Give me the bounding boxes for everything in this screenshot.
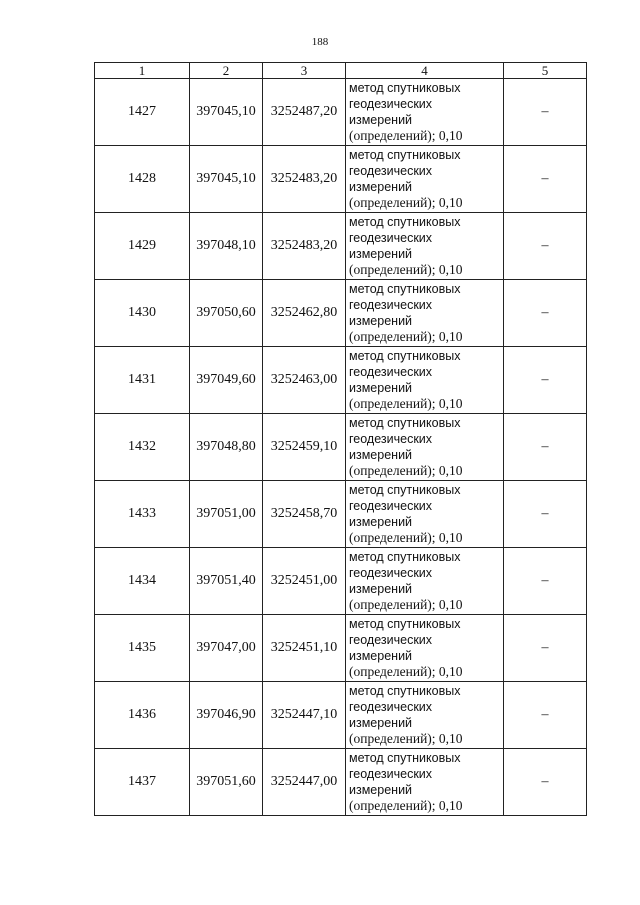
point-number-cell: 1431	[95, 347, 190, 414]
coordinate-y-cell: 3252447,00	[263, 749, 346, 816]
table-row	[95, 79, 587, 146]
accuracy-text: (определений); 0,10	[349, 128, 463, 143]
table-row	[95, 213, 587, 280]
method-text: метод спутниковых геодезических измерений	[349, 416, 461, 462]
method-text: метод спутниковых геодезических измерений	[349, 215, 461, 261]
accuracy-text: (определений); 0,10	[349, 664, 463, 679]
coordinate-y-cell: 3252458,70	[263, 481, 346, 548]
coordinate-x-cell: 397051,00	[190, 481, 263, 548]
method-cell	[346, 548, 504, 615]
accuracy-text: (определений); 0,10	[349, 731, 463, 746]
method-text: метод спутниковых геодезических измерений	[349, 349, 461, 395]
coordinate-y-cell: 3252463,00	[263, 347, 346, 414]
coordinate-y-cell: 3252451,00	[263, 548, 346, 615]
coordinate-x-cell: 397047,00	[190, 615, 263, 682]
accuracy-text: (определений); 0,10	[349, 262, 463, 277]
method-text: метод спутниковых геодезических измерений	[349, 684, 461, 730]
header-col-5: 5	[504, 63, 587, 79]
note-cell: –	[504, 749, 587, 816]
header-col-1: 1	[95, 63, 190, 79]
method-text: метод спутниковых геодезических измерений	[349, 483, 461, 529]
header-col-2: 2	[190, 63, 263, 79]
note-cell: –	[504, 280, 587, 347]
method-cell	[346, 615, 504, 682]
coordinate-x-cell: 397051,60	[190, 749, 263, 816]
table-row	[95, 146, 587, 213]
coordinate-y-cell: 3252447,10	[263, 682, 346, 749]
point-number-cell: 1428	[95, 146, 190, 213]
note-cell: –	[504, 414, 587, 481]
point-number-cell: 1437	[95, 749, 190, 816]
method-cell	[346, 682, 504, 749]
method-cell	[346, 749, 504, 816]
coordinate-x-cell: 397046,90	[190, 682, 263, 749]
method-cell	[346, 414, 504, 481]
accuracy-text: (определений); 0,10	[349, 798, 463, 813]
coordinate-x-cell: 397050,60	[190, 280, 263, 347]
method-text: метод спутниковых геодезических измерений	[349, 751, 461, 797]
method-cell	[346, 79, 504, 146]
point-number-cell: 1429	[95, 213, 190, 280]
coordinate-y-cell: 3252483,20	[263, 213, 346, 280]
header-col-3: 3	[263, 63, 346, 79]
point-number-cell: 1435	[95, 615, 190, 682]
method-cell	[346, 280, 504, 347]
table-row	[95, 682, 587, 749]
accuracy-text: (определений); 0,10	[349, 396, 463, 411]
note-cell: –	[504, 79, 587, 146]
method-text: метод спутниковых геодезических измерений	[349, 550, 461, 596]
table-row	[95, 481, 587, 548]
header-col-4: 4	[346, 63, 504, 79]
point-number-cell: 1436	[95, 682, 190, 749]
coordinate-x-cell: 397045,10	[190, 79, 263, 146]
page-number: 188	[311, 36, 329, 48]
method-text: метод спутниковых геодезических измерений	[349, 81, 461, 127]
note-cell: –	[504, 481, 587, 548]
note-cell: –	[504, 213, 587, 280]
method-cell	[346, 347, 504, 414]
note-cell: –	[504, 146, 587, 213]
coordinates-table	[94, 62, 587, 816]
accuracy-text: (определений); 0,10	[349, 597, 463, 612]
coordinate-x-cell: 397048,80	[190, 414, 263, 481]
method-text: метод спутниковых геодезических измерений	[349, 617, 461, 663]
note-cell: –	[504, 682, 587, 749]
accuracy-text: (определений); 0,10	[349, 329, 463, 344]
coordinate-y-cell: 3252451,10	[263, 615, 346, 682]
header-row	[95, 63, 587, 79]
method-cell	[346, 146, 504, 213]
table-row	[95, 280, 587, 347]
table-row	[95, 414, 587, 481]
point-number-cell: 1434	[95, 548, 190, 615]
point-number-cell: 1432	[95, 414, 190, 481]
point-number-cell: 1433	[95, 481, 190, 548]
table-row	[95, 749, 587, 816]
method-cell	[346, 481, 504, 548]
coordinate-x-cell: 397049,60	[190, 347, 263, 414]
note-cell: –	[504, 548, 587, 615]
coordinate-y-cell: 3252462,80	[263, 280, 346, 347]
table-row	[95, 615, 587, 682]
method-cell	[346, 213, 504, 280]
coordinate-x-cell: 397045,10	[190, 146, 263, 213]
coordinate-y-cell: 3252459,10	[263, 414, 346, 481]
point-number-cell: 1427	[95, 79, 190, 146]
accuracy-text: (определений); 0,10	[349, 463, 463, 478]
coordinate-y-cell: 3252487,20	[263, 79, 346, 146]
method-text: метод спутниковых геодезических измерений	[349, 148, 461, 194]
method-text: метод спутниковых геодезических измерений	[349, 282, 461, 328]
table-row	[95, 347, 587, 414]
point-number-cell: 1430	[95, 280, 190, 347]
note-cell: –	[504, 615, 587, 682]
coordinate-x-cell: 397048,10	[190, 213, 263, 280]
coordinate-x-cell: 397051,40	[190, 548, 263, 615]
coordinate-y-cell: 3252483,20	[263, 146, 346, 213]
note-cell: –	[504, 347, 587, 414]
accuracy-text: (определений); 0,10	[349, 530, 463, 545]
accuracy-text: (определений); 0,10	[349, 195, 463, 210]
table-row	[95, 548, 587, 615]
